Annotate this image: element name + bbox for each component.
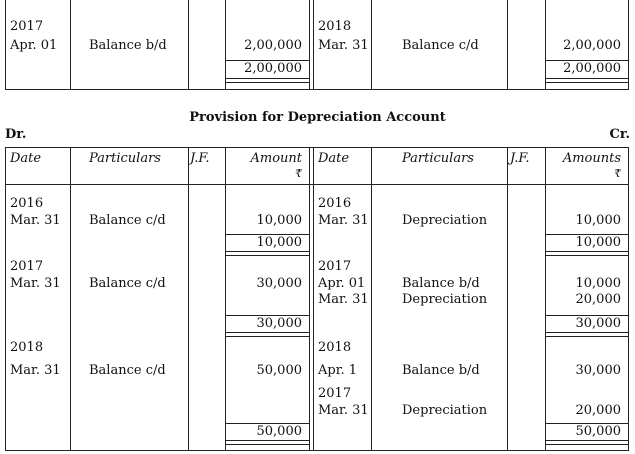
header-amount-right: Amounts [562, 151, 621, 166]
right-b2-particulars-2: Depreciation [402, 292, 488, 307]
right-b1-year: 2016 [318, 196, 352, 211]
right-b1-total: 10,000 [575, 235, 621, 250]
cr-label: Cr. [609, 127, 630, 142]
left-b2-particulars: Balance c/d [89, 276, 166, 291]
dr-label: Dr. [5, 127, 27, 142]
top-right-date: Mar. 31 [318, 38, 369, 53]
left-b1-year: 2016 [10, 196, 44, 211]
left-b3-particulars: Balance c/d [89, 363, 166, 378]
left-b2-year: 2017 [10, 259, 44, 274]
right-b2-date-1: Apr. 01 [318, 276, 366, 291]
left-b1-total: 10,000 [256, 235, 302, 250]
top-left-year: 2017 [10, 19, 44, 34]
top-right-particulars: Balance c/d [402, 38, 479, 53]
right-b3-particulars-1: Balance b/d [402, 363, 480, 378]
left-b1-particulars: Balance c/d [89, 213, 166, 228]
right-b2-year: 2017 [318, 259, 352, 274]
right-b3-total: 50,000 [575, 424, 621, 439]
rupee-icon-right: ₹ [614, 167, 621, 180]
header-date-left: Date [10, 151, 42, 166]
right-b2-total: 30,000 [575, 316, 621, 331]
account-title: Provision for Depreciation Account [189, 110, 446, 125]
right-b2-date-2: Mar. 31 [318, 292, 369, 307]
right-b2-amount-2: 20,000 [575, 292, 621, 307]
right-b3-particulars-2: Depreciation [402, 403, 488, 418]
left-b2-total: 30,000 [256, 316, 302, 331]
header-jf-right: J.F. [510, 151, 530, 166]
right-b3-amount-1: 30,000 [575, 363, 621, 378]
right-b3-year: 2018 [318, 340, 352, 355]
left-b3-date: Mar. 31 [10, 363, 61, 378]
left-b2-amount: 30,000 [256, 276, 302, 291]
right-b3-year-2: 2017 [318, 386, 352, 401]
left-b3-total: 50,000 [256, 424, 302, 439]
right-b2-particulars-1: Balance b/d [402, 276, 480, 291]
top-right-year: 2018 [318, 19, 352, 34]
right-b1-date: Mar. 31 [318, 213, 369, 228]
header-jf-left: J.F. [190, 151, 210, 166]
right-b3-amount-2: 20,000 [575, 403, 621, 418]
rupee-icon-left: ₹ [295, 167, 302, 180]
top-right-amount: 2,00,000 [563, 38, 621, 53]
right-b1-amount: 10,000 [575, 213, 621, 228]
right-b1-particulars: Depreciation [402, 213, 488, 228]
top-left-amount: 2,00,000 [244, 38, 302, 53]
top-left-total: 2,00,000 [244, 61, 302, 76]
top-left-date: Apr. 01 [10, 38, 58, 53]
header-particulars-right: Particulars [402, 151, 474, 166]
header-date-right: Date [318, 151, 350, 166]
right-b3-date-1: Apr. 1 [318, 363, 358, 378]
header-particulars-left: Particulars [89, 151, 161, 166]
top-right-total: 2,00,000 [563, 61, 621, 76]
left-b2-date: Mar. 31 [10, 276, 61, 291]
top-left-particulars: Balance b/d [89, 38, 167, 53]
header-amount-left: Amount [250, 151, 302, 166]
left-b3-year: 2018 [10, 340, 44, 355]
right-b3-date-2: Mar. 31 [318, 403, 369, 418]
right-b2-amount-1: 10,000 [575, 276, 621, 291]
left-b1-amount: 10,000 [256, 213, 302, 228]
left-b3-amount: 50,000 [256, 363, 302, 378]
left-b1-date: Mar. 31 [10, 213, 61, 228]
